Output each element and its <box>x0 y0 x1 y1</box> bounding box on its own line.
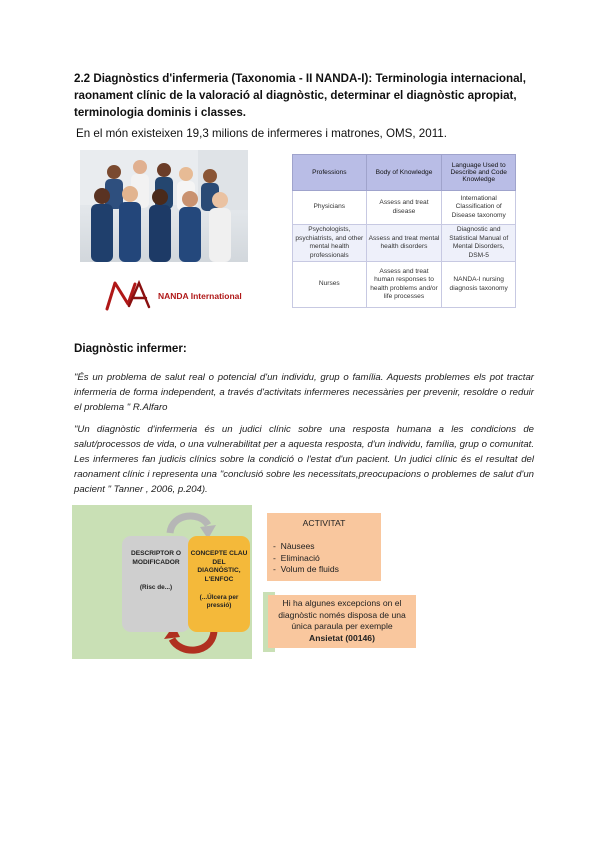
table-cell: International Classification of Disease taxonomy <box>442 191 516 225</box>
exception-note <box>268 595 416 648</box>
table-cell: Assess and treat disease <box>366 191 442 225</box>
concept-box <box>188 536 250 632</box>
table-row <box>293 191 516 225</box>
nanda-logo-text: NANDA International <box>158 291 242 301</box>
table-row <box>293 262 516 308</box>
table-cell: Diagnostic and Statistical Manual of Mental Disorders, DSM-5 <box>442 225 516 262</box>
nanda-logo <box>104 278 264 312</box>
descriptor-example: (Risc de...) <box>139 584 173 591</box>
subheading: Diagnòstic infermer: <box>74 342 187 355</box>
table-cell: NANDA-I nursing diagnosis taxonomy <box>442 262 516 308</box>
descriptor-box <box>122 536 190 632</box>
activitat-list <box>273 541 339 576</box>
concept-example: (...Úlcera per pressió) <box>199 594 239 609</box>
list-item: - Nàusees <box>273 541 315 551</box>
exception-example: Ansietat (00146) <box>309 632 375 643</box>
table-cell: Nurses <box>293 262 367 308</box>
table-header-row <box>293 155 516 191</box>
diagnosis-structure-diagram <box>72 505 252 659</box>
intro-text: En el món existeixen 19,3 milions de infermeres i matrones, OMS, 2011. <box>76 127 447 140</box>
nurses-photo <box>80 150 248 262</box>
table-cell: Assess and treat human responses to health problems and/or life processes <box>366 262 442 308</box>
activitat-box <box>267 513 381 581</box>
nurses-illustration <box>80 150 248 262</box>
table-cell: Physicians <box>293 191 367 225</box>
knowledge-table <box>292 154 516 308</box>
section-heading: 2.2 Diagnòstics d'infermeria (Taxonomia - II NANDA-I): Terminologia internacional, raonament clínic de la valoració al diagnòstic, determinar el diagnòstic apropiat, terminologia dominis i classes. <box>74 72 526 119</box>
table-row <box>293 225 516 262</box>
table-header-cell: Language Used to Describe and Code Knowledge <box>442 155 516 191</box>
quote-alfaro: "És un problema de salut real o potencial d'un individu, grup o família. Aquests problemes els pot tractar infermeria de forma independent, a través d'activitats infermeres necessàries per prevenir, resoldre o reduir el problema " R.Alfaro <box>74 372 534 413</box>
quote-tanner: "Un diagnòstic d'infermeria és un judici clínic sobre una resposta humana a les condicions de salut/processos de vida, o una vulnerabilitat per a aquesta resposta, d'un individu, família, grup o comunitat. Les infermeres fan judicis clínics sobre la condició o l'estat d'un pacient. Un judici clínic és el resultat del raonament clínic i representa una "conclusió sobre les necessitats,preocupacions o problemes de salut d'un pacient " Tanner , 2006, p.204). <box>74 424 534 495</box>
list-item: - Volum de fluids <box>273 564 339 574</box>
descriptor-label: DESCRIPTOR O MODIFICADOR <box>130 550 182 566</box>
concept-label: CONCEPTE CLAU DEL DIAGNÒSTIC, L'ENFOC <box>190 550 248 583</box>
nanda-logo-mark <box>104 278 156 312</box>
table-cell: Assess and treat mental health disorders <box>366 225 442 262</box>
exception-text: Hi ha algunes excepcions on el diagnòstic només disposa de una única paraula per exemple <box>278 598 406 631</box>
table-cell: Psychologists, psychiatrists, and other mental health professionals <box>293 225 367 262</box>
activitat-title: ACTIVITAT <box>302 518 346 528</box>
table-header-cell: Professions <box>293 155 367 191</box>
table-header-cell: Body of Knowledge <box>366 155 442 191</box>
list-item: - Eliminació <box>273 552 320 563</box>
